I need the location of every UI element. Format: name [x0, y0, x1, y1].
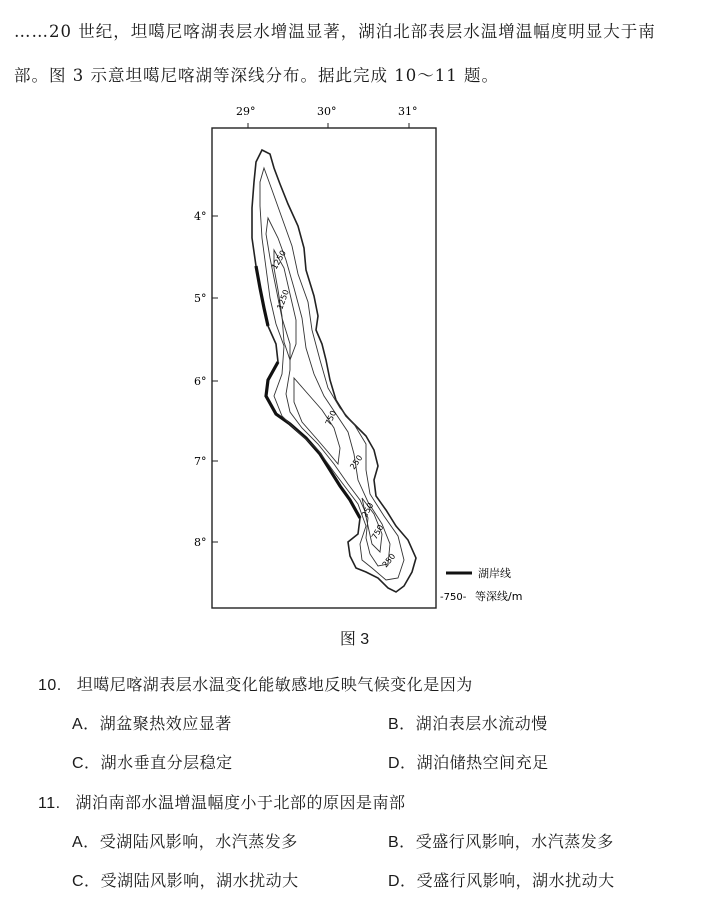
q11-option-d[interactable] [388, 868, 615, 891]
contour-label: 1250 [275, 288, 291, 311]
option-letter: D． [388, 873, 417, 890]
question-text: 坦噶尼喀湖表层水温变化能敏感地反映气候变化是因为 [76, 677, 473, 694]
map-frame [212, 128, 436, 608]
lake-map-svg [190, 98, 540, 614]
contour-outer [260, 168, 404, 580]
option-letter: D． [388, 755, 417, 772]
option-text: 受盛行风影响，湖水扰动大 [416, 873, 615, 890]
contour-label: 250 [380, 551, 398, 570]
legend-contour-value: -750- [440, 592, 467, 603]
legend-contour-label: 等深线/m [475, 590, 523, 603]
option-text: 受湖陆风影响，湖水扰动大 [100, 873, 299, 890]
lake-shoreline [252, 150, 416, 592]
option-text: 受盛行风影响，水汽蒸发多 [415, 834, 614, 851]
option-text: 湖水垂直分层稳定 [100, 755, 233, 772]
intro-line-2: 部。图 3 示意坦噶尼喀湖等深线分布。据此完成 10～11 题。 [14, 66, 499, 85]
lat-label-8: 8° [194, 536, 207, 549]
option-letter: C． [72, 755, 101, 772]
option-letter: A． [72, 716, 100, 733]
option-text: 受湖陆风影响，水汽蒸发多 [99, 834, 298, 851]
option-letter: C． [72, 873, 101, 890]
option-text: 湖泊储热空间充足 [416, 755, 549, 772]
option-letter: A． [72, 834, 100, 851]
contour-label: 250 [359, 501, 376, 519]
question-number: 10. [38, 677, 62, 694]
q11-option-c[interactable] [72, 868, 299, 891]
lon-label-30: 30° [317, 105, 337, 118]
option-letter: B． [388, 716, 416, 733]
lon-label-31: 31° [398, 105, 418, 118]
lat-label-6: 6° [194, 375, 207, 388]
option-text: 湖泊表层水流动慢 [415, 716, 548, 733]
question-10 [38, 672, 473, 695]
contour-label: 750 [369, 523, 386, 541]
intro-line-1: ……20 世纪，坦噶尼喀湖表层水增温显著，湖泊北部表层水温增温幅度明显大于南 [14, 22, 656, 41]
q11-option-b[interactable] [388, 829, 614, 852]
q10-option-a[interactable] [72, 711, 232, 734]
q10-option-d[interactable] [388, 750, 549, 773]
question-number: 11. [38, 795, 61, 812]
legend-shoreline-label: 湖岸线 [478, 567, 511, 580]
lat-label-5: 5° [194, 292, 207, 305]
contour-label: 1250 [269, 248, 288, 271]
lat-label-4: 4° [194, 210, 207, 223]
option-text: 湖盆聚热效应显著 [99, 716, 232, 733]
question-text: 湖泊南部水温增温幅度小于北部的原因是南部 [75, 795, 406, 812]
option-letter: B． [388, 834, 416, 851]
contour-label: 250 [348, 453, 365, 472]
question-11 [38, 790, 406, 813]
intro-paragraph [14, 10, 704, 98]
q11-option-a[interactable] [72, 829, 298, 852]
lat-label-7: 7° [194, 455, 207, 468]
contour-label: 750 [323, 409, 339, 427]
figure-caption: 图 3 [339, 631, 370, 648]
lake-map-figure [190, 98, 540, 614]
q10-option-c[interactable] [72, 750, 233, 773]
q10-option-b[interactable] [388, 711, 548, 734]
lon-label-29: 29° [236, 105, 256, 118]
